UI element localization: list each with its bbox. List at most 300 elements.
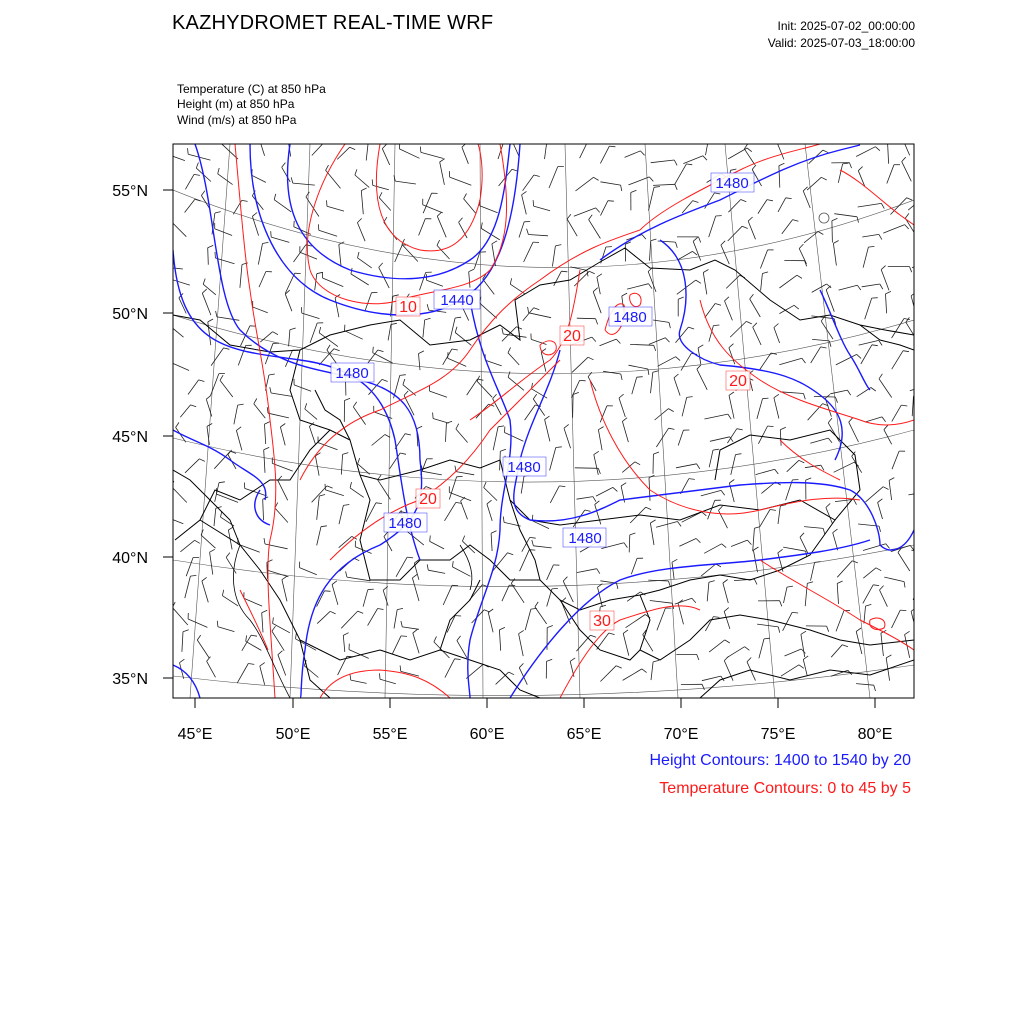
wind-barb-flag <box>372 179 373 185</box>
wind-barb-flag <box>339 242 344 245</box>
wind-barb <box>808 404 823 421</box>
wind-barb-flag <box>900 610 906 611</box>
wind-barb <box>573 395 574 418</box>
wind-barb <box>651 372 653 393</box>
wind-barb <box>832 221 833 243</box>
wind-barb-flag <box>617 583 618 589</box>
wind-barb <box>811 562 815 580</box>
wind-barb-flag <box>800 533 804 537</box>
wind-barb-flag <box>594 451 599 454</box>
wind-barb-flag <box>327 200 328 206</box>
wind-barb-flag <box>926 386 930 391</box>
wind-barb <box>598 430 602 451</box>
wind-barb-flag <box>879 340 882 345</box>
wind-barb <box>701 490 721 496</box>
wind-barb-flag <box>296 633 297 639</box>
wind-barb <box>380 679 396 684</box>
wind-barb-flag <box>199 380 205 382</box>
map-frame <box>173 144 914 698</box>
wind-barb-flag <box>242 200 248 201</box>
wind-barb <box>864 606 866 623</box>
wind-barb <box>351 680 367 683</box>
wind-barb <box>309 426 315 443</box>
wind-barb <box>650 523 654 545</box>
wind-barb-flag <box>624 543 628 548</box>
wind-barb-flag <box>400 375 406 376</box>
wind-barb <box>811 347 821 363</box>
wind-barb-flag <box>585 510 591 511</box>
wind-barb-flag <box>669 322 670 328</box>
wind-barb <box>572 357 588 372</box>
wind-barb <box>549 167 558 189</box>
wind-barb-flag <box>400 453 406 454</box>
wind-barb <box>898 553 910 572</box>
wind-barb-flag <box>588 357 593 360</box>
wind-barb <box>285 294 292 311</box>
lat-label: 45°N <box>112 429 148 446</box>
wind-barb <box>594 455 599 475</box>
wind-barb-flag <box>202 577 207 581</box>
wind-barb-flag <box>248 664 254 665</box>
wind-barb-flag <box>404 391 408 396</box>
wind-barb-flag <box>282 163 286 168</box>
wind-barb <box>856 147 875 157</box>
wind-barb-flag <box>346 571 347 577</box>
wind-barb <box>220 380 233 397</box>
wind-barb <box>627 284 648 289</box>
wind-barb-flag <box>768 426 774 427</box>
temperature-contour-label: 20 <box>419 491 437 508</box>
wind-barb-flag <box>216 311 217 317</box>
wind-barb-flag <box>653 452 659 454</box>
wind-barb <box>778 506 780 524</box>
wind-barb <box>214 508 216 526</box>
wind-barb <box>600 666 616 682</box>
wind-barb-flag <box>866 604 872 606</box>
wind-barb <box>589 220 601 239</box>
height-contour-label: 1440 <box>440 292 474 309</box>
lon-label: 65°E <box>566 726 602 743</box>
wind-barb <box>779 275 797 288</box>
wind-barb-flag <box>564 424 569 428</box>
field-temperature: Temperature (C) at 850 hPa <box>177 82 326 96</box>
wind-barb-flag <box>650 520 655 523</box>
wind-barb-flag <box>563 577 567 581</box>
wind-barb-flag <box>407 557 413 558</box>
wind-barb-flag <box>319 495 325 497</box>
wind-barb <box>709 216 716 237</box>
wind-barb-flag <box>675 184 677 190</box>
wind-barb-flag <box>621 185 622 191</box>
wind-barb <box>211 348 224 366</box>
wind-barb-flag <box>872 345 878 346</box>
wind-barb <box>779 166 780 188</box>
wind-barb-flag <box>401 636 407 637</box>
wind-barb-flag <box>737 429 743 430</box>
wind-barb-flag <box>413 629 418 633</box>
wind-barb-flag <box>165 262 167 268</box>
wind-barb <box>906 322 918 341</box>
temperature-contour-label: 30 <box>593 613 611 630</box>
wind-barb <box>496 672 509 684</box>
wind-barb <box>574 208 596 216</box>
wind-barb <box>785 649 802 656</box>
wind-barb <box>916 357 934 363</box>
wind-barb-flag <box>361 188 366 191</box>
wind-barb-flag <box>397 608 403 609</box>
wind-barb-flag <box>288 134 293 137</box>
wind-barb <box>459 222 468 238</box>
wind-barb-flag <box>488 609 493 613</box>
wind-barb <box>863 247 868 268</box>
lat-label: 35°N <box>112 671 148 688</box>
wind-barb <box>803 191 810 208</box>
wind-barb-flag <box>823 528 825 534</box>
wind-barb <box>208 322 211 345</box>
wind-barb <box>629 177 650 185</box>
wind-barb-flag <box>183 630 189 632</box>
wind-barb-flag <box>849 418 853 422</box>
wind-barb-flag <box>698 345 703 348</box>
wind-barb-flag <box>825 394 830 398</box>
wind-barb <box>173 363 189 370</box>
wind-barb-flag <box>201 191 205 196</box>
wind-barb-flag <box>833 241 838 244</box>
wind-barb-flag <box>343 505 349 506</box>
wind-barb-flag <box>368 589 374 590</box>
wind-barb <box>265 424 266 444</box>
wind-barb-flag <box>190 575 196 576</box>
wind-barb-flag <box>828 418 832 423</box>
wind-barb <box>427 280 443 286</box>
wind-barb-flag <box>434 636 437 642</box>
lon-label: 75°E <box>760 726 796 743</box>
wind-barb-flag <box>843 163 849 164</box>
wind-barb <box>238 345 245 365</box>
wind-barb <box>830 390 847 394</box>
wind-barb-flag <box>616 666 622 668</box>
wind-barb-flag <box>801 631 806 634</box>
wind-barb-flag <box>678 297 684 299</box>
wind-barb-flag <box>729 480 734 484</box>
wind-barb <box>168 518 183 524</box>
wind-barb <box>445 659 455 678</box>
wind-barb-flag <box>699 237 701 243</box>
wind-barb <box>623 669 642 681</box>
wind-barb-flag <box>703 270 708 273</box>
wind-barb-flag <box>787 586 793 587</box>
wind-barb-flag <box>459 218 463 223</box>
wind-barb <box>259 272 266 288</box>
wind-barb-flag <box>170 215 172 221</box>
wind-barb-flag <box>456 424 459 429</box>
wind-barb <box>828 423 839 442</box>
wind-barb <box>263 499 264 520</box>
wind-barb-flag <box>517 327 523 329</box>
wind-barb-flag <box>238 404 244 405</box>
wind-barb <box>580 140 589 158</box>
wind-barb-flag <box>462 536 464 542</box>
wind-barb-flag <box>427 304 429 310</box>
wind-barb <box>912 259 932 268</box>
wind-barb-flag <box>608 201 614 202</box>
wind-barb-flag <box>750 294 754 299</box>
wind-barb-flag <box>903 351 909 352</box>
wind-barb <box>676 464 697 468</box>
wind-barb-flag <box>778 549 783 553</box>
wind-barb-flag <box>803 187 807 191</box>
wind-barb-flag <box>208 319 213 322</box>
wind-barb <box>499 630 500 651</box>
wind-barb-flag <box>774 324 779 328</box>
wind-barb-flag <box>197 635 200 640</box>
wind-barb <box>305 409 317 419</box>
wind-barb <box>779 358 802 365</box>
wind-barb-flag <box>358 611 364 613</box>
wind-barb <box>185 576 191 598</box>
wind-barb <box>278 655 286 676</box>
wind-barb-flag <box>646 507 652 509</box>
wind-barb-flag <box>547 137 553 138</box>
wind-barb-flag <box>622 418 627 422</box>
wind-barb-flag <box>703 156 707 160</box>
wind-barb <box>863 568 876 578</box>
wind-barb <box>455 333 471 346</box>
wind-barb-flag <box>535 602 538 607</box>
wind-barb <box>289 330 290 347</box>
wind-barb <box>373 353 393 363</box>
wind-barb-flag <box>762 272 768 274</box>
wind-barb-flag <box>849 163 851 169</box>
wind-barb <box>268 413 289 418</box>
wind-barb-flag <box>932 259 936 263</box>
wind-barb <box>810 438 828 443</box>
wind-barb <box>886 294 887 313</box>
wind-barb-flag <box>379 263 383 268</box>
wind-barb <box>577 318 596 319</box>
wind-barb <box>218 627 235 632</box>
wind-barb-flag <box>876 568 881 571</box>
wind-barb <box>801 634 805 657</box>
wind-barb <box>707 582 709 601</box>
wind-barb-flag <box>672 559 677 562</box>
wind-barb <box>892 319 904 339</box>
wind-barb-flag <box>400 666 401 672</box>
wind-barb <box>479 302 497 318</box>
wind-barb <box>488 613 493 633</box>
wind-barb <box>521 476 524 493</box>
wind-barb <box>750 299 761 317</box>
wind-barb-flag <box>378 609 384 610</box>
wind-barb <box>681 353 691 370</box>
wind-barb <box>420 272 426 290</box>
wind-barb <box>430 541 444 549</box>
wind-barb-flag <box>665 338 669 342</box>
wind-barb <box>534 206 551 211</box>
wind-barb <box>674 378 680 396</box>
wind-barb-flag <box>269 374 275 375</box>
wind-barb <box>271 393 292 396</box>
wind-barb-flag <box>934 357 938 362</box>
wind-barb-flag <box>886 655 891 658</box>
wind-barb <box>430 391 447 397</box>
wind-barb-flag <box>882 417 886 422</box>
wind-barb-flag <box>674 160 677 165</box>
wind-barb <box>908 200 921 211</box>
wind-barb-flag <box>206 395 211 399</box>
wind-barb <box>412 578 419 601</box>
wind-barb-flag <box>719 506 723 510</box>
wind-barb-flag <box>222 590 223 596</box>
wind-barb <box>914 667 929 678</box>
wind-barb-flag <box>642 235 646 240</box>
wind-barb-flag <box>883 487 888 490</box>
wind-barb <box>600 339 617 346</box>
wind-barb-flag <box>368 141 374 143</box>
wind-barb <box>262 613 263 633</box>
wind-barb-flag <box>815 562 821 563</box>
wind-barb-flag <box>668 581 670 587</box>
wind-barb-flag <box>669 428 675 429</box>
wind-barb-flag <box>676 357 681 361</box>
wind-barb <box>728 226 743 241</box>
wind-barb-flag <box>513 138 517 142</box>
wind-barb <box>423 320 425 338</box>
wind-barb <box>520 550 530 572</box>
wind-barb <box>457 641 467 659</box>
wind-barb-flag <box>380 673 381 679</box>
wind-barb <box>708 500 715 519</box>
wind-barb-flag <box>905 631 910 634</box>
wind-barb <box>294 385 311 391</box>
wind-barb-flag <box>774 394 779 397</box>
wind-barb <box>300 252 317 259</box>
wind-barb-flag <box>780 427 786 430</box>
wind-barb-flag <box>713 617 719 618</box>
wind-barb-flag <box>210 549 215 552</box>
wind-barb <box>522 195 527 215</box>
wind-barb <box>446 423 447 442</box>
wind-barb-flag <box>217 621 218 627</box>
wind-barb-flag <box>589 215 593 220</box>
wind-barb <box>865 298 872 319</box>
wind-barb-flag <box>219 482 225 483</box>
wind-barb <box>783 612 793 630</box>
wind-barb <box>856 684 874 686</box>
wind-barb-flag <box>874 685 876 691</box>
wind-barb-flag <box>202 289 206 293</box>
wind-barb <box>222 596 238 606</box>
wind-barb-flag <box>455 659 461 660</box>
init-time: Init: 2025-07-02_00:00:00 <box>777 19 915 33</box>
wind-barb-flag <box>921 200 926 203</box>
wind-barb <box>778 198 786 212</box>
wind-barb-flag <box>793 220 799 222</box>
wind-barb <box>383 590 388 606</box>
wind-barb-flag <box>722 544 727 548</box>
wind-barb <box>651 160 675 163</box>
wind-barb <box>519 222 524 238</box>
wind-barb <box>186 558 193 577</box>
wind-barb-flag <box>609 633 615 635</box>
wind-barb-flag <box>264 538 265 544</box>
wind-barb <box>394 610 397 629</box>
wind-barb-flag <box>873 585 879 586</box>
wind-barb <box>753 327 761 345</box>
wind-barb-flag <box>886 291 891 294</box>
wind-barb <box>272 631 284 651</box>
wind-barb <box>407 531 424 545</box>
wind-barb <box>487 504 492 521</box>
height-legend: Height Contours: 1400 to 1540 by 20 <box>649 752 911 769</box>
wind-barb-flag <box>778 627 779 633</box>
wind-barb-flag <box>412 574 417 578</box>
wind-barb-flag <box>609 146 615 147</box>
wind-barb-flag <box>868 246 874 247</box>
wind-barb-flag <box>246 635 247 641</box>
wind-barb-flag <box>688 327 694 329</box>
wind-barb <box>887 165 894 184</box>
wind-barb <box>402 627 419 629</box>
wind-barb-flag <box>696 539 700 543</box>
wind-barb-flag <box>405 434 411 435</box>
wind-barb-flag <box>697 654 699 660</box>
wind-barb-flag <box>821 465 824 470</box>
wind-barb <box>834 462 855 472</box>
wind-barb-flag <box>803 656 808 660</box>
wind-barb <box>440 162 445 185</box>
wind-barb <box>388 325 391 341</box>
wind-barb-flag <box>252 213 257 217</box>
lon-label: 70°E <box>663 726 699 743</box>
field-wind: Wind (m/s) at 850 hPa <box>177 113 297 127</box>
wind-barb-flag <box>823 150 828 153</box>
wind-barb <box>567 219 577 236</box>
wind-barb-flag <box>725 297 729 301</box>
wind-barb <box>547 565 554 580</box>
wind-barb-flag <box>669 409 674 412</box>
wind-barb <box>363 590 368 607</box>
wind-barb-flag <box>780 601 782 607</box>
wind-barb <box>319 230 337 236</box>
lon-label: 80°E <box>857 726 893 743</box>
wind-barb <box>319 333 338 347</box>
wind-barb-flag <box>729 392 734 395</box>
wind-barb-flag <box>420 147 421 153</box>
wind-barb-flag <box>259 135 264 139</box>
wind-barb-flag <box>742 226 748 228</box>
wind-barb <box>523 175 534 191</box>
wind-barb <box>731 455 736 475</box>
wind-barb <box>787 460 799 472</box>
wind-barb-flag <box>616 339 620 343</box>
wind-barb <box>310 323 317 343</box>
wind-barb-flag <box>343 633 348 636</box>
wind-barb-flag <box>534 308 540 310</box>
wind-barb-flag <box>510 278 511 284</box>
wind-barb <box>804 527 823 529</box>
wind-barb <box>701 564 716 576</box>
wind-barb-flag <box>821 177 826 180</box>
wind-barb <box>724 611 730 629</box>
wind-barb <box>883 225 904 234</box>
wind-barb <box>597 277 600 294</box>
wind-barb-flag <box>453 561 454 567</box>
wind-barb <box>413 633 419 653</box>
wind-barb-flag <box>693 251 698 255</box>
wind-barb <box>374 412 392 419</box>
wind-barb <box>315 456 319 476</box>
